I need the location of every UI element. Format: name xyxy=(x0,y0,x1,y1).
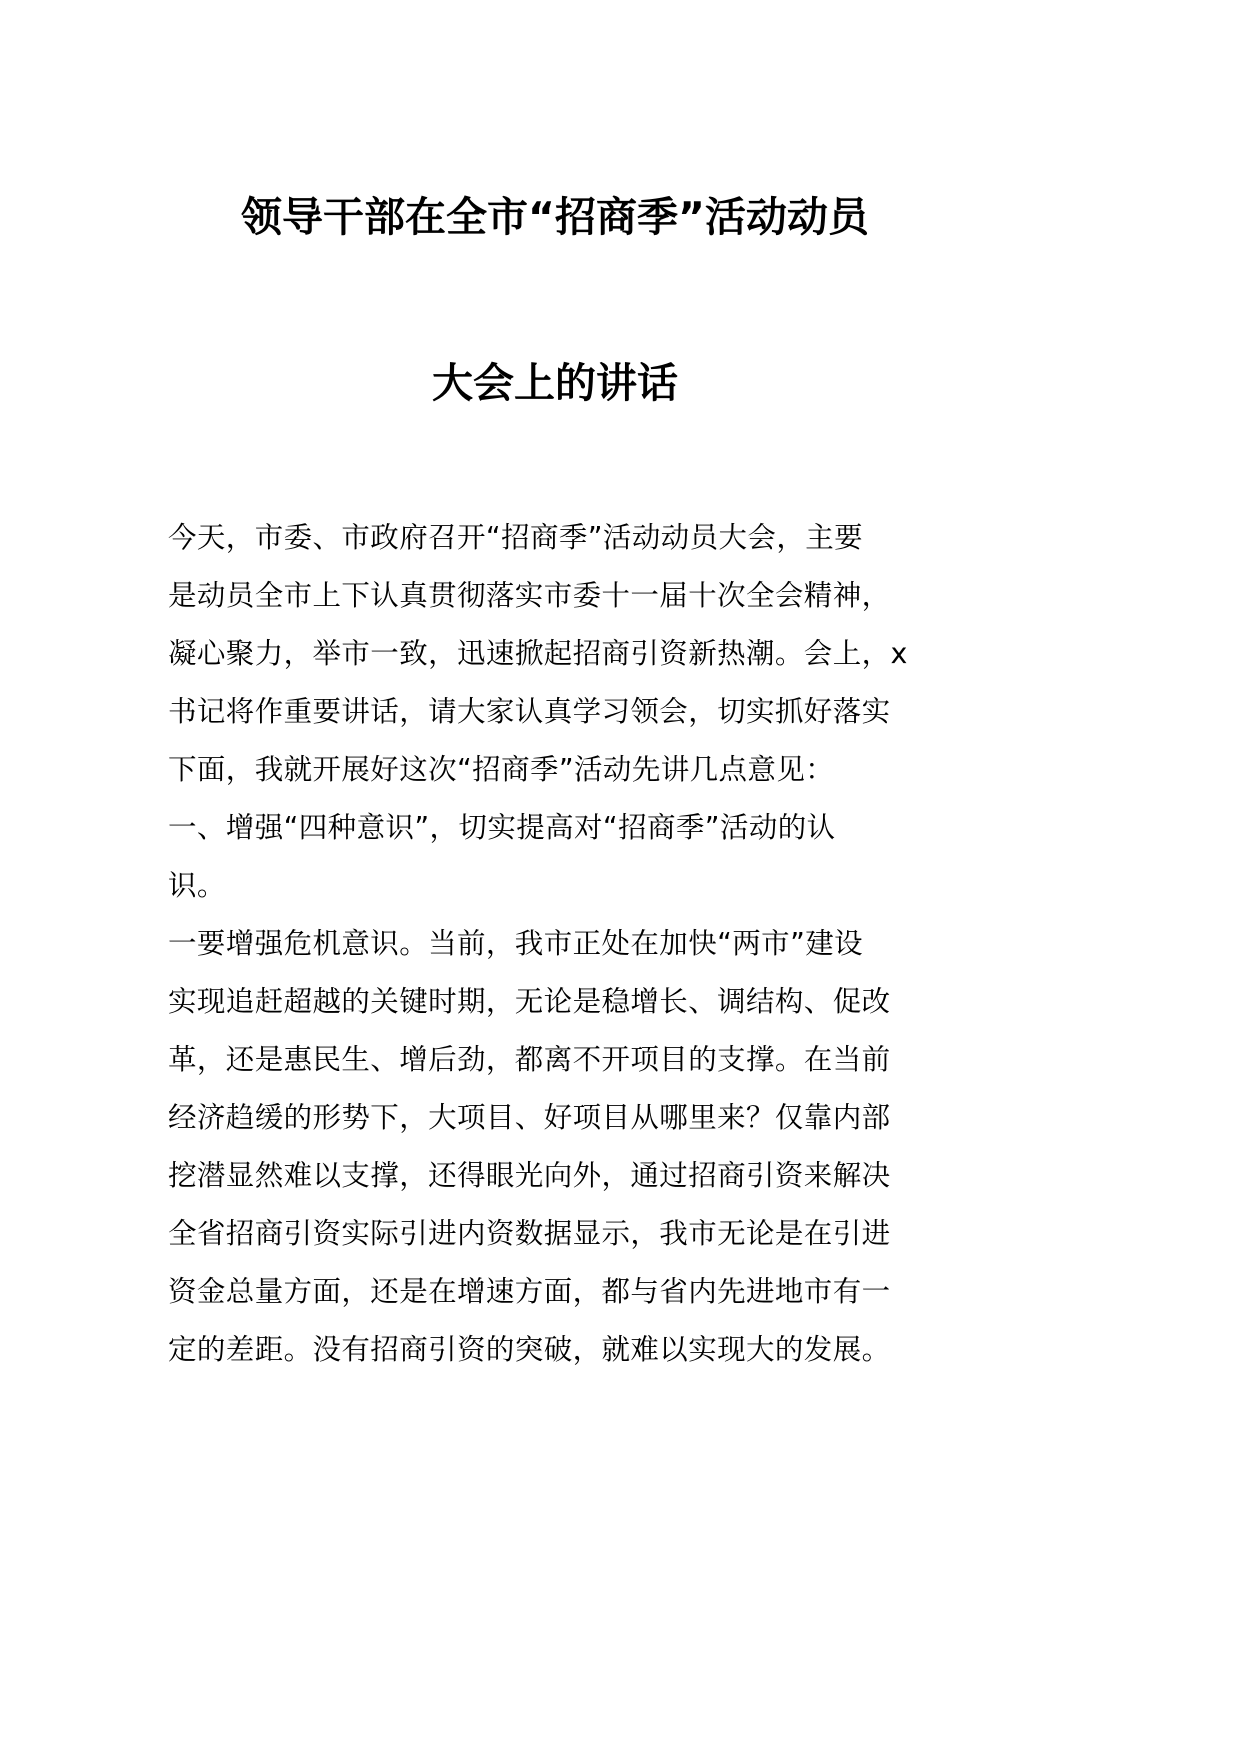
body-line: 是动员全市上下认真贯彻落实市委十一届十次全会精神， xyxy=(168,579,891,612)
body-line: 全省招商引资实际引进内资数据显示，我市无论是在引进 xyxy=(168,1217,891,1250)
body-line: 经济趋缓的形势下，大项目、好项目从哪里来？仅靠内部 xyxy=(168,1101,891,1134)
body-line: 资金总量方面，还是在增速方面，都与省内先进地市有一 xyxy=(168,1275,891,1308)
body-line: 下面，我就开展好这次“招商季”活动先讲几点意见： xyxy=(168,753,835,786)
document-body xyxy=(168,517,958,1387)
body-line: 定的差距。没有招商引资的突破，就难以实现大的发展。 xyxy=(168,1333,891,1366)
body-line: 凝心聚力，举市一致，迅速掀起招商引资新热潮。会上，x xyxy=(168,637,908,670)
body-line: 一要增强危机意识。当前，我市正处在加快“两市”建设 xyxy=(168,927,864,960)
section-heading-line: 一、增强“四种意识”，切实提高对“招商季”活动的认 xyxy=(168,811,836,844)
document-title-line-1: 领导干部在全市“招商季”活动动员 xyxy=(241,193,869,241)
body-line: 实现追赶超越的关键时期，无论是稳增长、调结构、促改 xyxy=(168,985,891,1018)
section-heading-line: 识。 xyxy=(168,869,226,902)
body-line: 挖潜显然难以支撑，还得眼光向外，通过招商引资来解决 xyxy=(168,1159,891,1192)
body-line: 书记将作重要讲话，请大家认真学习领会，切实抓好落实 xyxy=(168,695,891,728)
document-title-line-2: 大会上的讲话 xyxy=(432,359,678,407)
body-line: 革，还是惠民生、增后劲，都离不开项目的支撑。在当前 xyxy=(168,1043,891,1076)
body-line: 今天，市委、市政府召开“招商季”活动动员大会，主要 xyxy=(168,521,864,554)
